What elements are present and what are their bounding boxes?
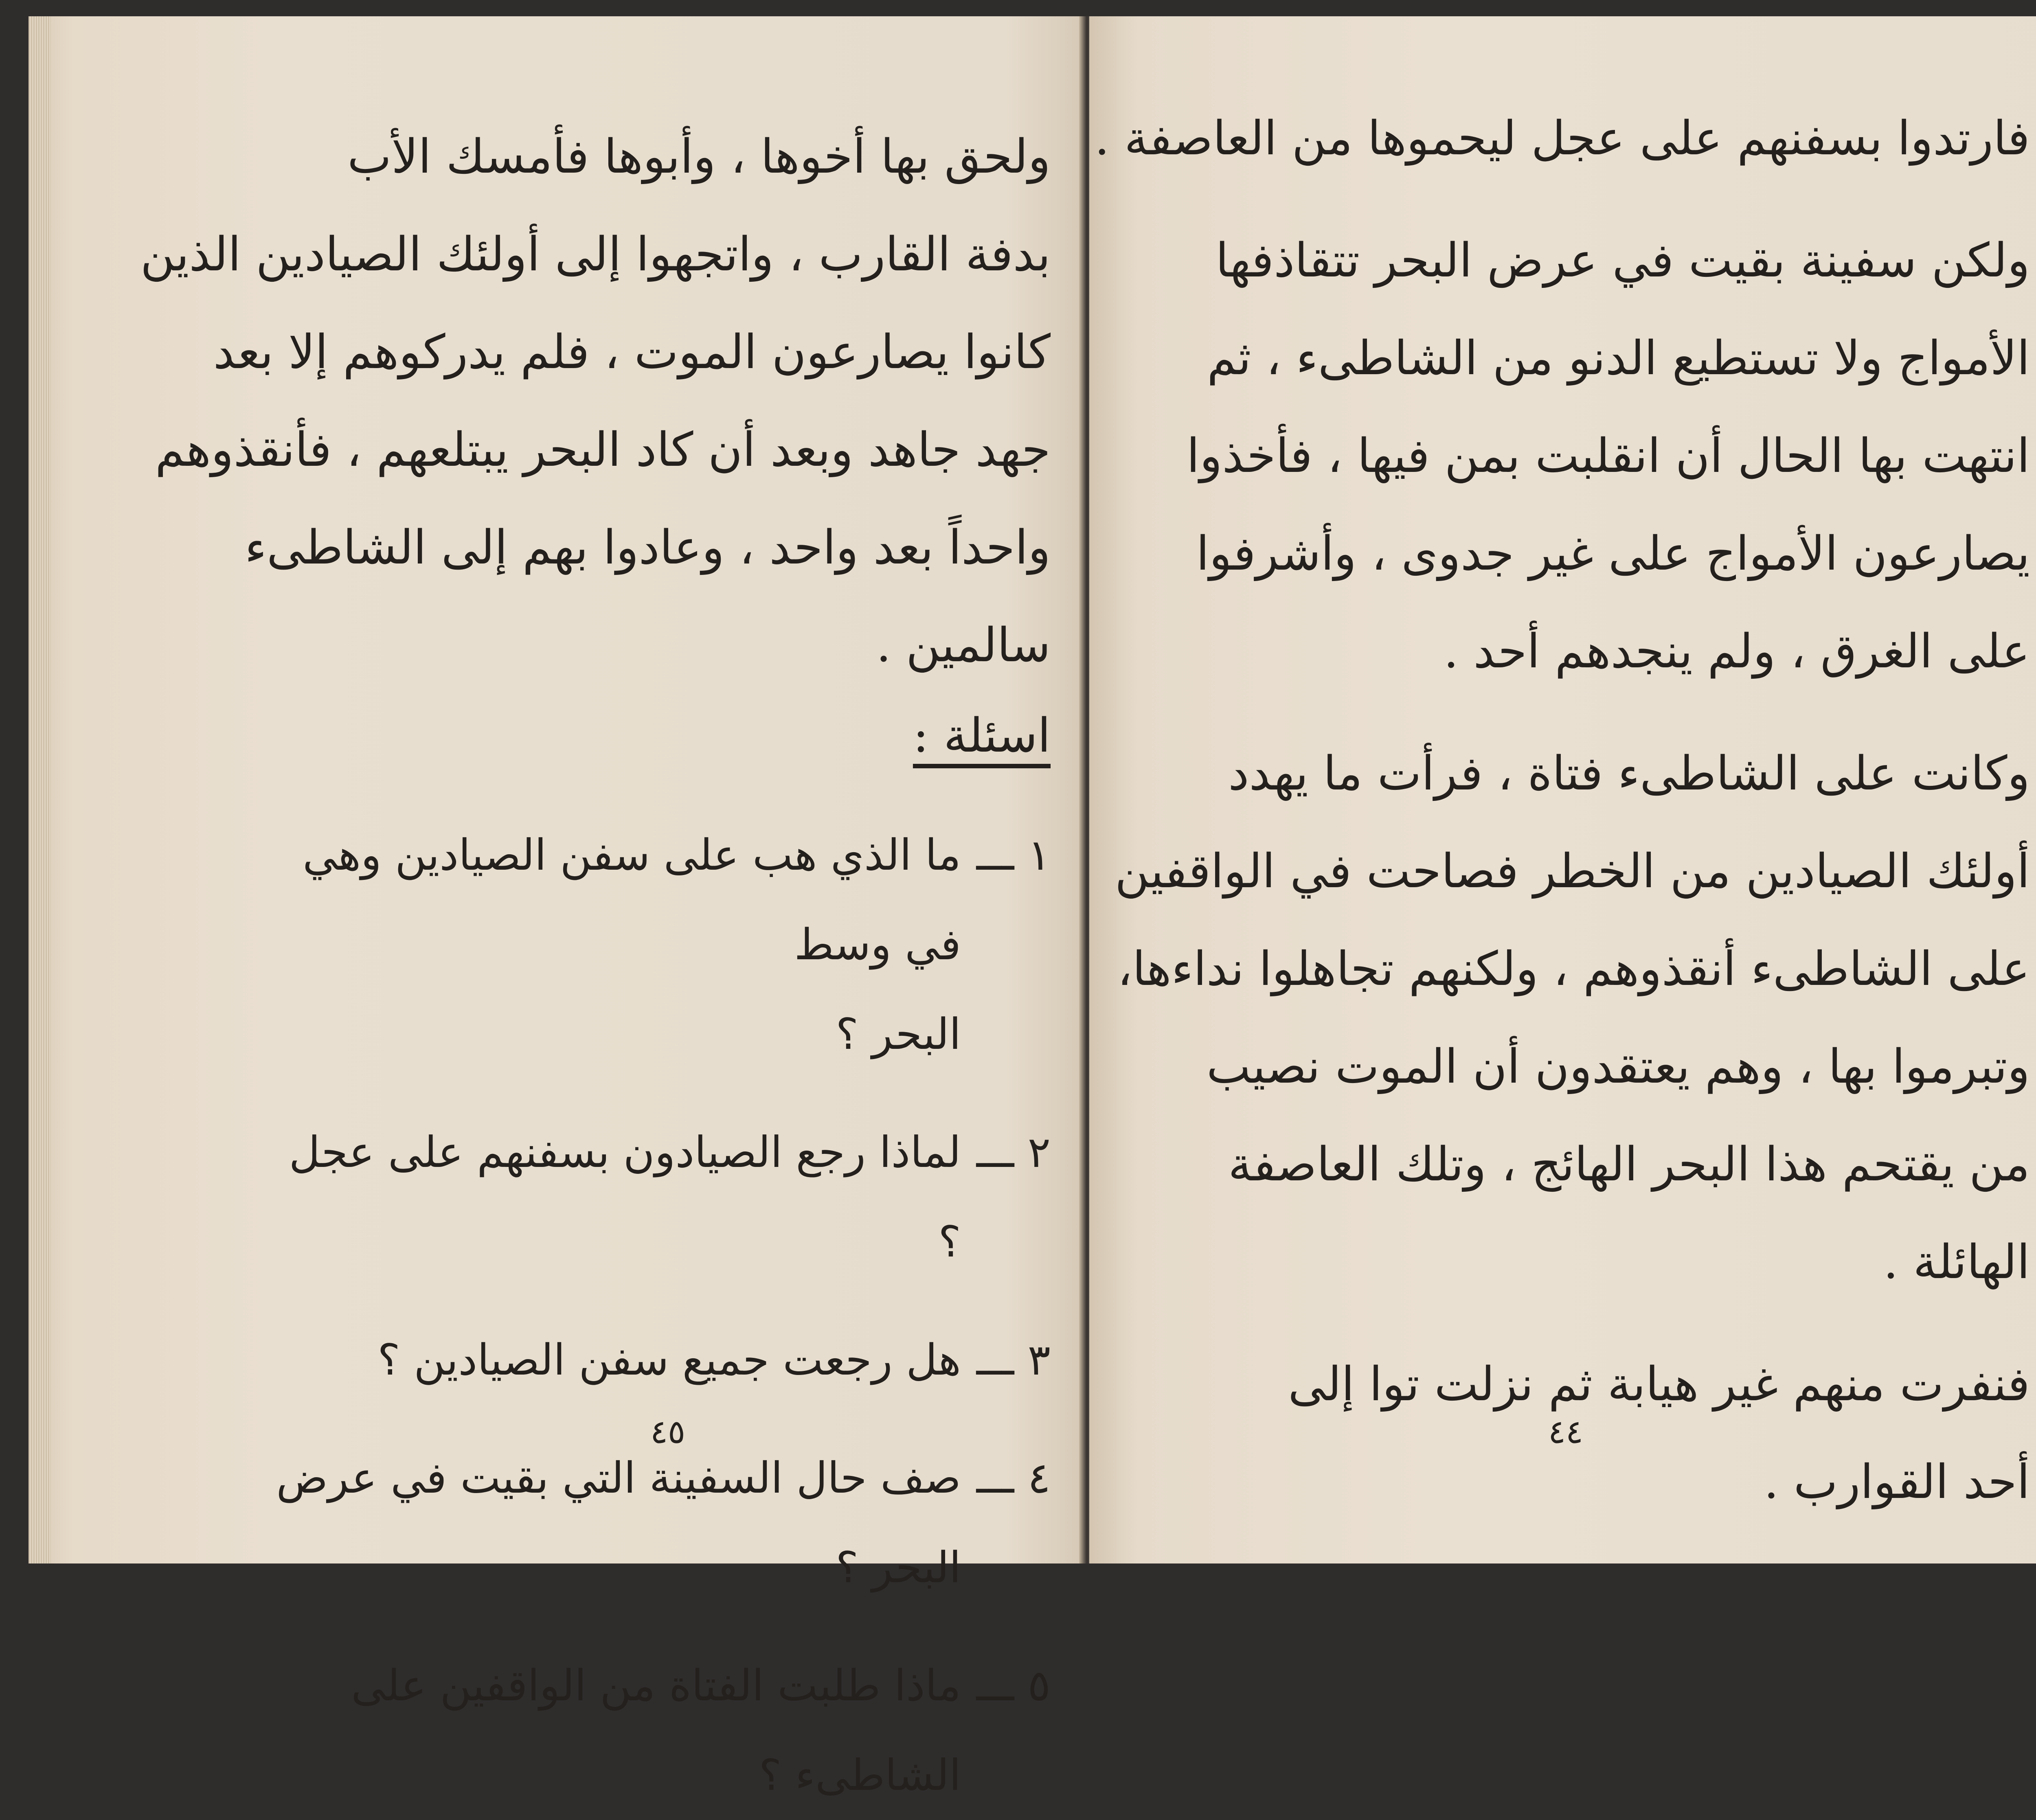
- text-line: وكانت على الشاطىء فتاة ، فرأت ما يهدد: [1228, 746, 2030, 801]
- question-number: ٣ ـــ: [976, 1335, 1051, 1385]
- question-number: ٢ ـــ: [976, 1127, 1051, 1177]
- question-text: لماذا رجع الصيادون بسفنهم على عجل ؟: [289, 1127, 961, 1267]
- text-line: فارتدوا بسفنهم على عجل ليحموها من العاصفة .: [1094, 111, 2030, 166]
- question-3: [273, 1315, 1051, 1405]
- question-text: هل رجعت جميع سفن الصيادين ؟: [377, 1335, 961, 1385]
- page-number: ٤٥: [650, 1413, 685, 1451]
- text-line: جهد جاهد وبعد أن كاد البحر يبتلعهم ، فأنقذوهم: [155, 423, 1051, 477]
- text-line: انتهت بها الحال أن انقلبت بمن فيها ، فأخذوا: [1187, 429, 2030, 483]
- text-line: على الغرق ، ولم ينجدهم أحد .: [1444, 624, 2030, 679]
- text-line: على الشاطىء أنقذوهم ، ولكنهم تجاهلوا نداءها،: [1117, 942, 2030, 996]
- text-line: ولكن سفينة بقيت في عرض البحر تتقاذفها: [1215, 233, 2030, 288]
- question-text: ما الذي هب على سفن الصيادين وهي في وسط: [303, 830, 961, 969]
- right-page: [1089, 16, 2036, 1563]
- question-text: صف حال السفينة التي بقيت في عرض البحر ؟: [276, 1453, 961, 1592]
- left-paragraph: [140, 108, 1051, 694]
- question-number: ١ ـــ: [976, 830, 1051, 880]
- open-book: [29, 16, 2036, 1800]
- question-2: [273, 1107, 1051, 1287]
- right-text: [1094, 90, 2030, 1531]
- text-line: بدفة القارب ، واتجهوا إلى أولئك الصيادين الذين: [140, 227, 1051, 282]
- text-line: وتبرموا بها ، وهم يعتقدون أن الموت نصيب: [1206, 1039, 2030, 1094]
- text-line: واحداً بعد واحد ، وعادوا بهم إلى الشاطىء: [244, 520, 1051, 575]
- text-line: الهائلة .: [1883, 1235, 2030, 1289]
- text-line: فنفرت منهم غير هيابة ثم نزلت توا إلى: [1288, 1357, 2030, 1412]
- question-5: [273, 1641, 1051, 1820]
- text-line: من يقتحم هذا البحر الهائج ، وتلك العاصفة: [1228, 1137, 2030, 1192]
- questions-list: [273, 810, 1051, 1820]
- questions-heading: اسئلة :: [913, 708, 1051, 763]
- question-number: ٤ ـــ: [976, 1453, 1051, 1503]
- question-number: ٥ ـــ: [976, 1661, 1051, 1710]
- page-edge: [29, 16, 51, 1563]
- text-line: أحد القوارب .: [1764, 1455, 2030, 1509]
- text-line: يصارعون الأمواج على غير جدوى ، وأشرفوا: [1196, 526, 2030, 581]
- question-1: [273, 810, 1051, 1079]
- question-text: ماذا طلبت الفتاة من الواقفين على الشاطىء ؟: [351, 1661, 961, 1800]
- text-line: أولئك الصيادين من الخطر فصاحت في الواقفين: [1115, 844, 2030, 899]
- text-line: كانوا يصارعون الموت ، فلم يدركوهم إلا بعد: [213, 325, 1051, 379]
- text-line: سالمين .: [876, 618, 1051, 673]
- text-line: الأمواج ولا تستطيع الدنو من الشاطىء ، ثم: [1207, 331, 2030, 386]
- text-line: ولحق بها أخوها ، وأبوها فأمسك الأب: [347, 129, 1051, 184]
- question-text: البحر ؟: [836, 1009, 961, 1059]
- question-4: [273, 1433, 1051, 1612]
- left-page: [29, 16, 1083, 1800]
- page-number: ٤٤: [1548, 1413, 1583, 1451]
